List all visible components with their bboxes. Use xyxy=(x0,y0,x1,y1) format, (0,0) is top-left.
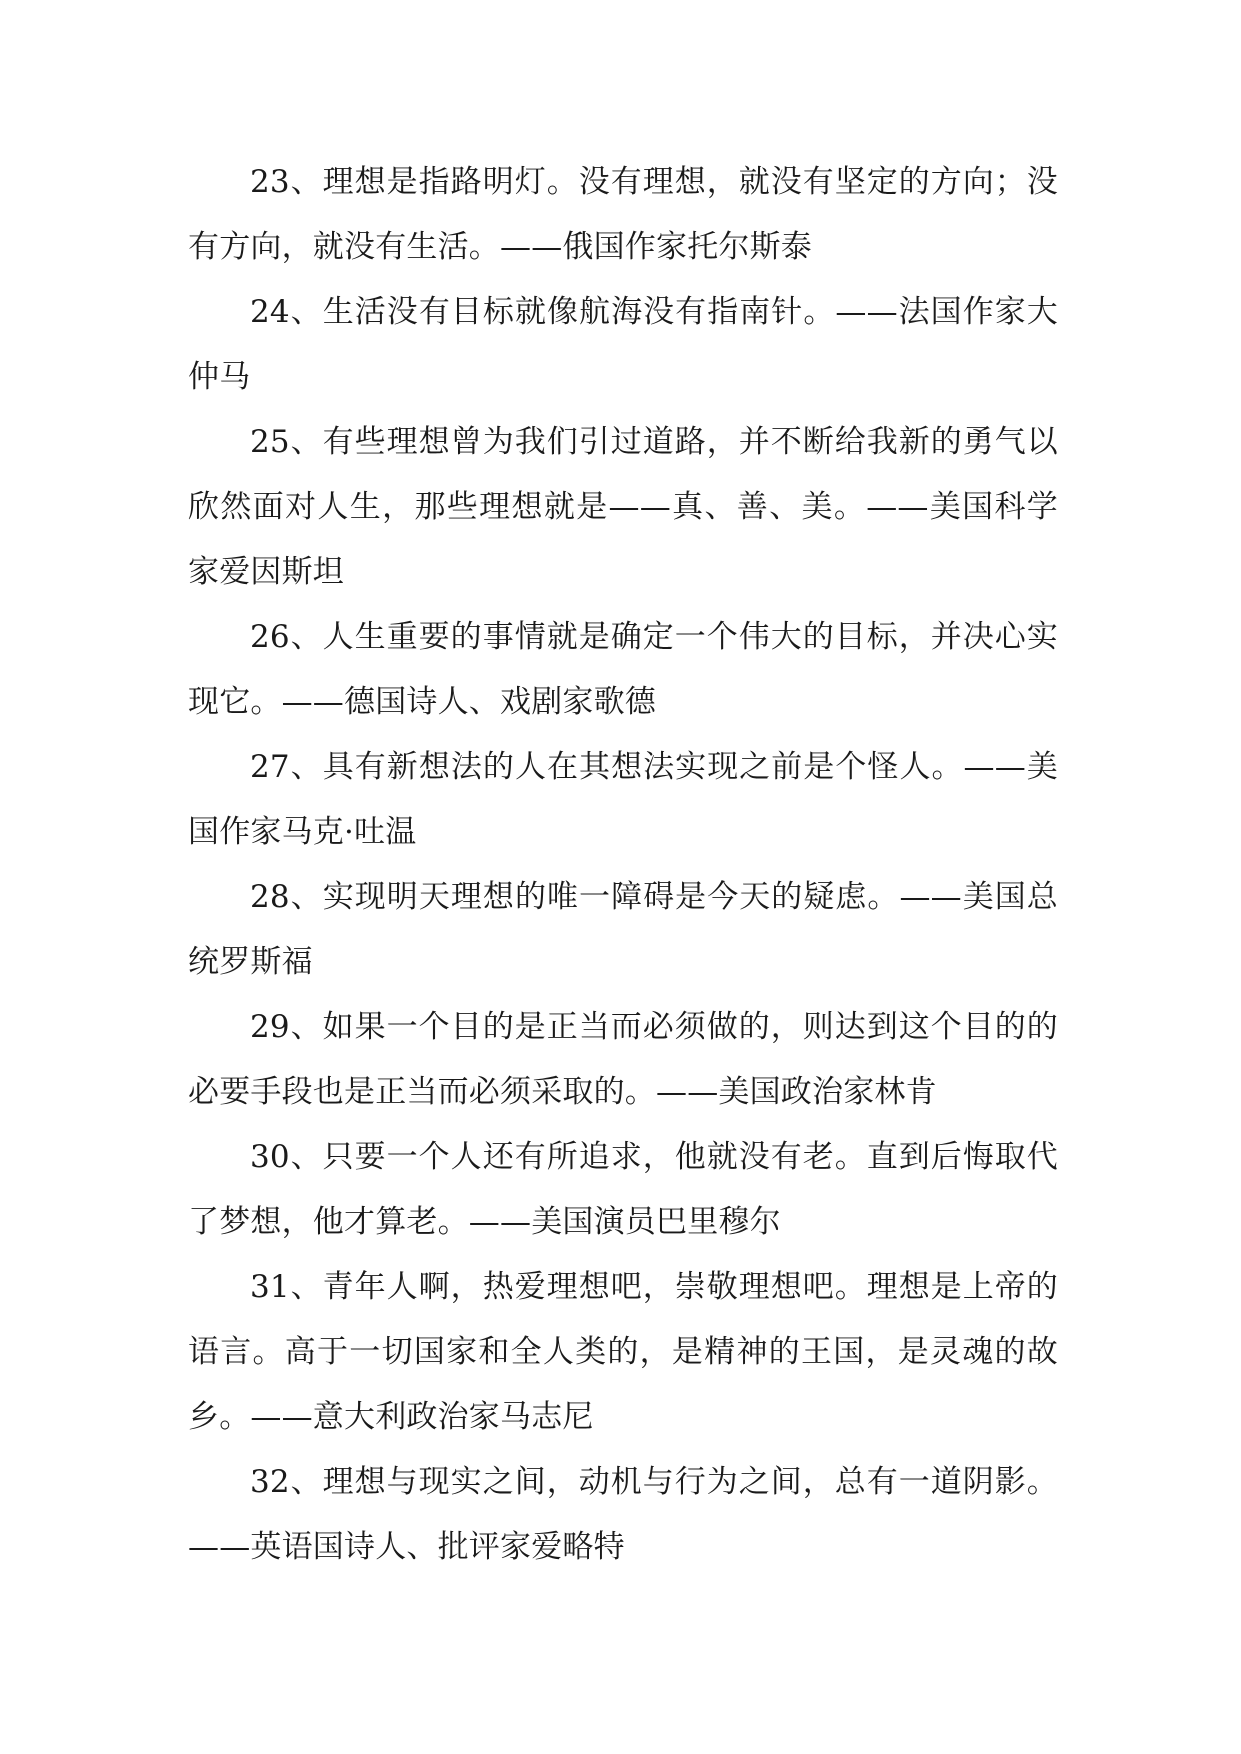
quote-paragraph-28: 28、实现明天理想的唯一障碍是今天的疑虑。——美国总统罗斯福 xyxy=(188,879,1058,980)
quote-paragraph-30: 30、只要一个人还有所追求，他就没有老。直到后悔取代了梦想，他才算老。——美国演员巴里穆尔 xyxy=(188,1139,1058,1240)
quote-paragraph-24: 24、生活没有目标就像航海没有指南针。——法国作家大仲马 xyxy=(188,294,1058,395)
quote-paragraph-32: 32、理想与现实之间，动机与行为之间，总有一道阴影。——英语国诗人、批评家爱略特 xyxy=(188,1464,1058,1565)
quote-paragraph-25: 25、有些理想曾为我们引过道路，并不断给我新的勇气以欣然面对人生，那些理想就是——真、善、美。——美国科学家爱因斯坦 xyxy=(188,424,1058,590)
quote-paragraph-27: 27、具有新想法的人在其想法实现之前是个怪人。——美国作家马克·吐温 xyxy=(188,749,1058,850)
quote-paragraph-29: 29、如果一个目的是正当而必须做的，则达到这个目的的必要手段也是正当而必须采取的。——美国政治家林肯 xyxy=(188,1009,1058,1110)
quote-paragraph-26: 26、人生重要的事情就是确定一个伟大的目标，并决心实现它。——德国诗人、戏剧家歌德 xyxy=(188,619,1058,720)
quote-paragraph-31: 31、青年人啊，热爱理想吧，崇敬理想吧。理想是上帝的语言。高于一切国家和全人类的，是精神的王国，是灵魂的故乡。——意大利政治家马志尼 xyxy=(188,1269,1058,1435)
quote-paragraph-23: 23、理想是指路明灯。没有理想，就没有坚定的方向；没有方向，就没有生活。——俄国作家托尔斯泰 xyxy=(188,164,1058,265)
document-body xyxy=(188,150,1058,1580)
